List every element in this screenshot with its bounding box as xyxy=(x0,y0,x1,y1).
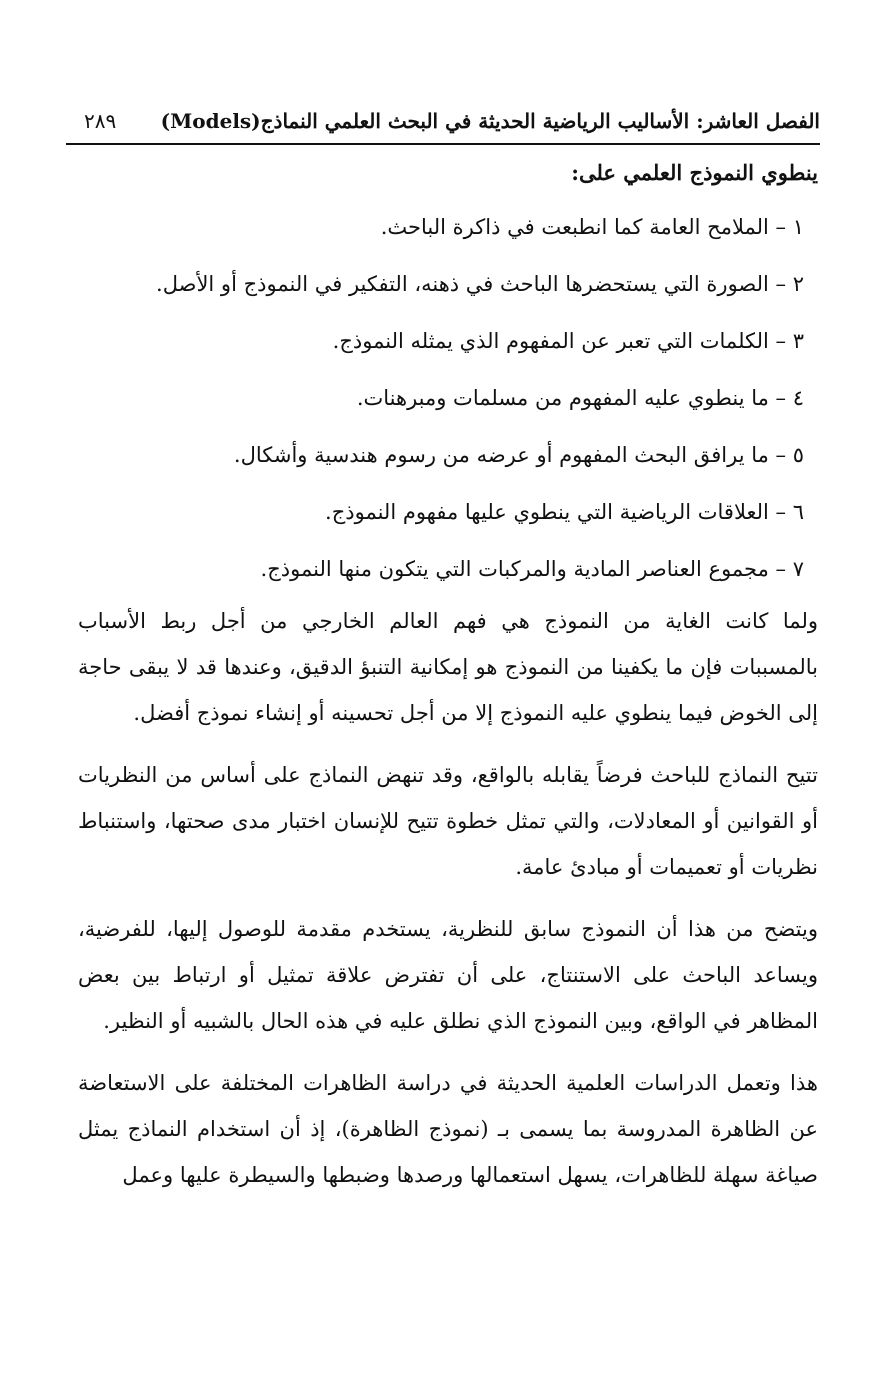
model-components-list xyxy=(78,199,818,598)
list-item: ٧ – مجموع العناصر المادية والمركبات التي يتكون منها النموذج. xyxy=(260,557,804,581)
header-divider xyxy=(66,143,820,145)
section-heading: ينطوي النموذج العلمي على: xyxy=(571,160,818,185)
paragraph-spacer xyxy=(78,1044,818,1060)
list-item: ٢ – الصورة التي يستحضرها الباحث في ذهنه، التفكير في النموذج أو الأصل. xyxy=(156,272,804,296)
list-item: ٦ – العلاقات الرياضية التي ينطوي عليها مفهوم النموذج. xyxy=(325,500,804,524)
list-item: ٥ – ما يرافق البحث المفهوم أو عرضه من رسوم هندسية وأشكال. xyxy=(233,443,804,467)
page-body xyxy=(78,153,818,1198)
paragraph: ويتضح من هذا أن النموذج سابق للنظرية، يستخدم مقدمة للوصول إليها، للفرضية، ويساعد الباحث على الاستنتاج، على أن تفترض علاقة تمثيل أو ارتباط بين بعض المظاهر في الواقع، وبين النموذج الذي نطلق عليه في هذه الحال بالشبيه أو النظير. xyxy=(78,917,818,1033)
paragraph: ولما كانت الغاية من النموذج هي فهم العالم الخارجي من أجل ربط الأسباب بالمسببات فإن ما يكفينا من النموذج هو إمكانية التنبؤ الدقيق، وعندها قد لا يبقى حاجة إلى الخوض فيما ينطوي عليه النموذج إلا من أجل تحسينه أو إنشاء نموذج أفضل. xyxy=(78,609,818,725)
paragraph-spacer xyxy=(78,736,818,752)
paragraph: هذا وتعمل الدراسات العلمية الحديثة في دراسة الظاهرات المختلفة على الاستعاضة عن الظاهرة المدروسة بما يسمى بـ (نموذج الظاهرة)، إذ أن استخدام النماذج يمثل صياغة سهلة للظاهرات، يسهل استعمالها ورصدها وضبطها والسيطرة عليها وعمل xyxy=(78,1071,818,1187)
paragraph-spacer xyxy=(78,890,818,906)
paragraph: تتيح النماذج للباحث فرضاً يقابله بالواقع، وقد تنهض النماذج على أساس من النظريات أو القوانين أو المعادلات، والتي تمثل خطوة تتيح للإنسان اختبار مدى صحتها، واستنباط نظريات أو تعميمات أو مبادئ عامة. xyxy=(78,763,818,879)
page-number: ٢٨٩ xyxy=(84,109,117,133)
list-item: ١ – الملامح العامة كما انطبعت في ذاكرة الباحث. xyxy=(380,215,804,239)
running-header xyxy=(66,106,820,138)
list-item: ٤ – ما ينطوي عليه المفهوم من مسلمات ومبرهنات. xyxy=(356,386,804,410)
list-item: ٣ – الكلمات التي تعبر عن المفهوم الذي يمثله النموذج. xyxy=(332,329,804,353)
chapter-title: الفصل العاشر: الأساليب الرياضية الحديثة في البحث العلمي النماذج(Models) xyxy=(160,109,820,133)
